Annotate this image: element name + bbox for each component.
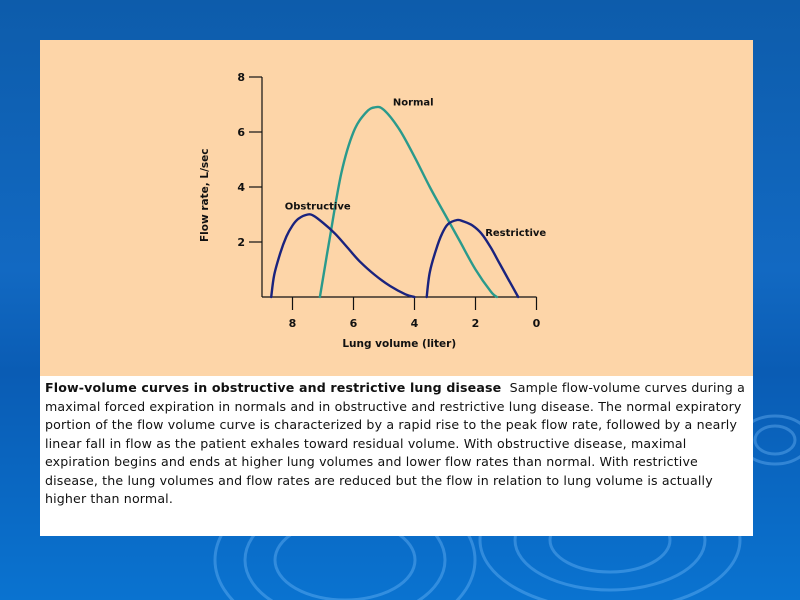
y-tick-label: 8: [237, 71, 245, 84]
x-tick-label: 2: [471, 317, 480, 330]
x-tick-label: 4: [410, 317, 419, 330]
y-tick-label: 4: [237, 181, 245, 194]
x-axis-label: Lung volume (liter): [342, 338, 457, 350]
x-tick-label: 8: [288, 317, 297, 330]
caption-body: Sample flow-volume curves during a maximal forced expiration in normals and in obstructive and restrictive lung disease. The normal expiratory portion of the flow volume curve is characterized by a rapid rise to the peak flow rate, followed by a nearly linear fall in flow as the patient exhales toward residual volume. With obstructive disease, maximal expiration begins and ends at higher lung volumes and lower flow rates than normal. With restrictive disease, the lung volumes and flow rates are reduced but the flow in relation to lung volume is actually higher than normal.: [45, 380, 745, 506]
restrictive-label: Restrictive: [485, 228, 547, 239]
normal-label: Normal: [392, 97, 434, 109]
caption-title: Flow-volume curves in obstructive and restrictive lung disease: [45, 380, 502, 395]
y-tick-label: 2: [237, 236, 245, 249]
obstructive-curve: [271, 214, 414, 297]
y-axis-label: Flow rate, L/sec: [199, 148, 211, 243]
y-tick-label: 6: [237, 126, 245, 139]
x-tick-label: 6: [349, 317, 358, 330]
figure-caption: [40, 376, 753, 536]
chart-panel: [40, 40, 753, 376]
obstructive-label: Obstructive: [284, 201, 351, 213]
x-tick-label: 0: [532, 317, 541, 330]
flow-volume-chart: [40, 40, 753, 376]
